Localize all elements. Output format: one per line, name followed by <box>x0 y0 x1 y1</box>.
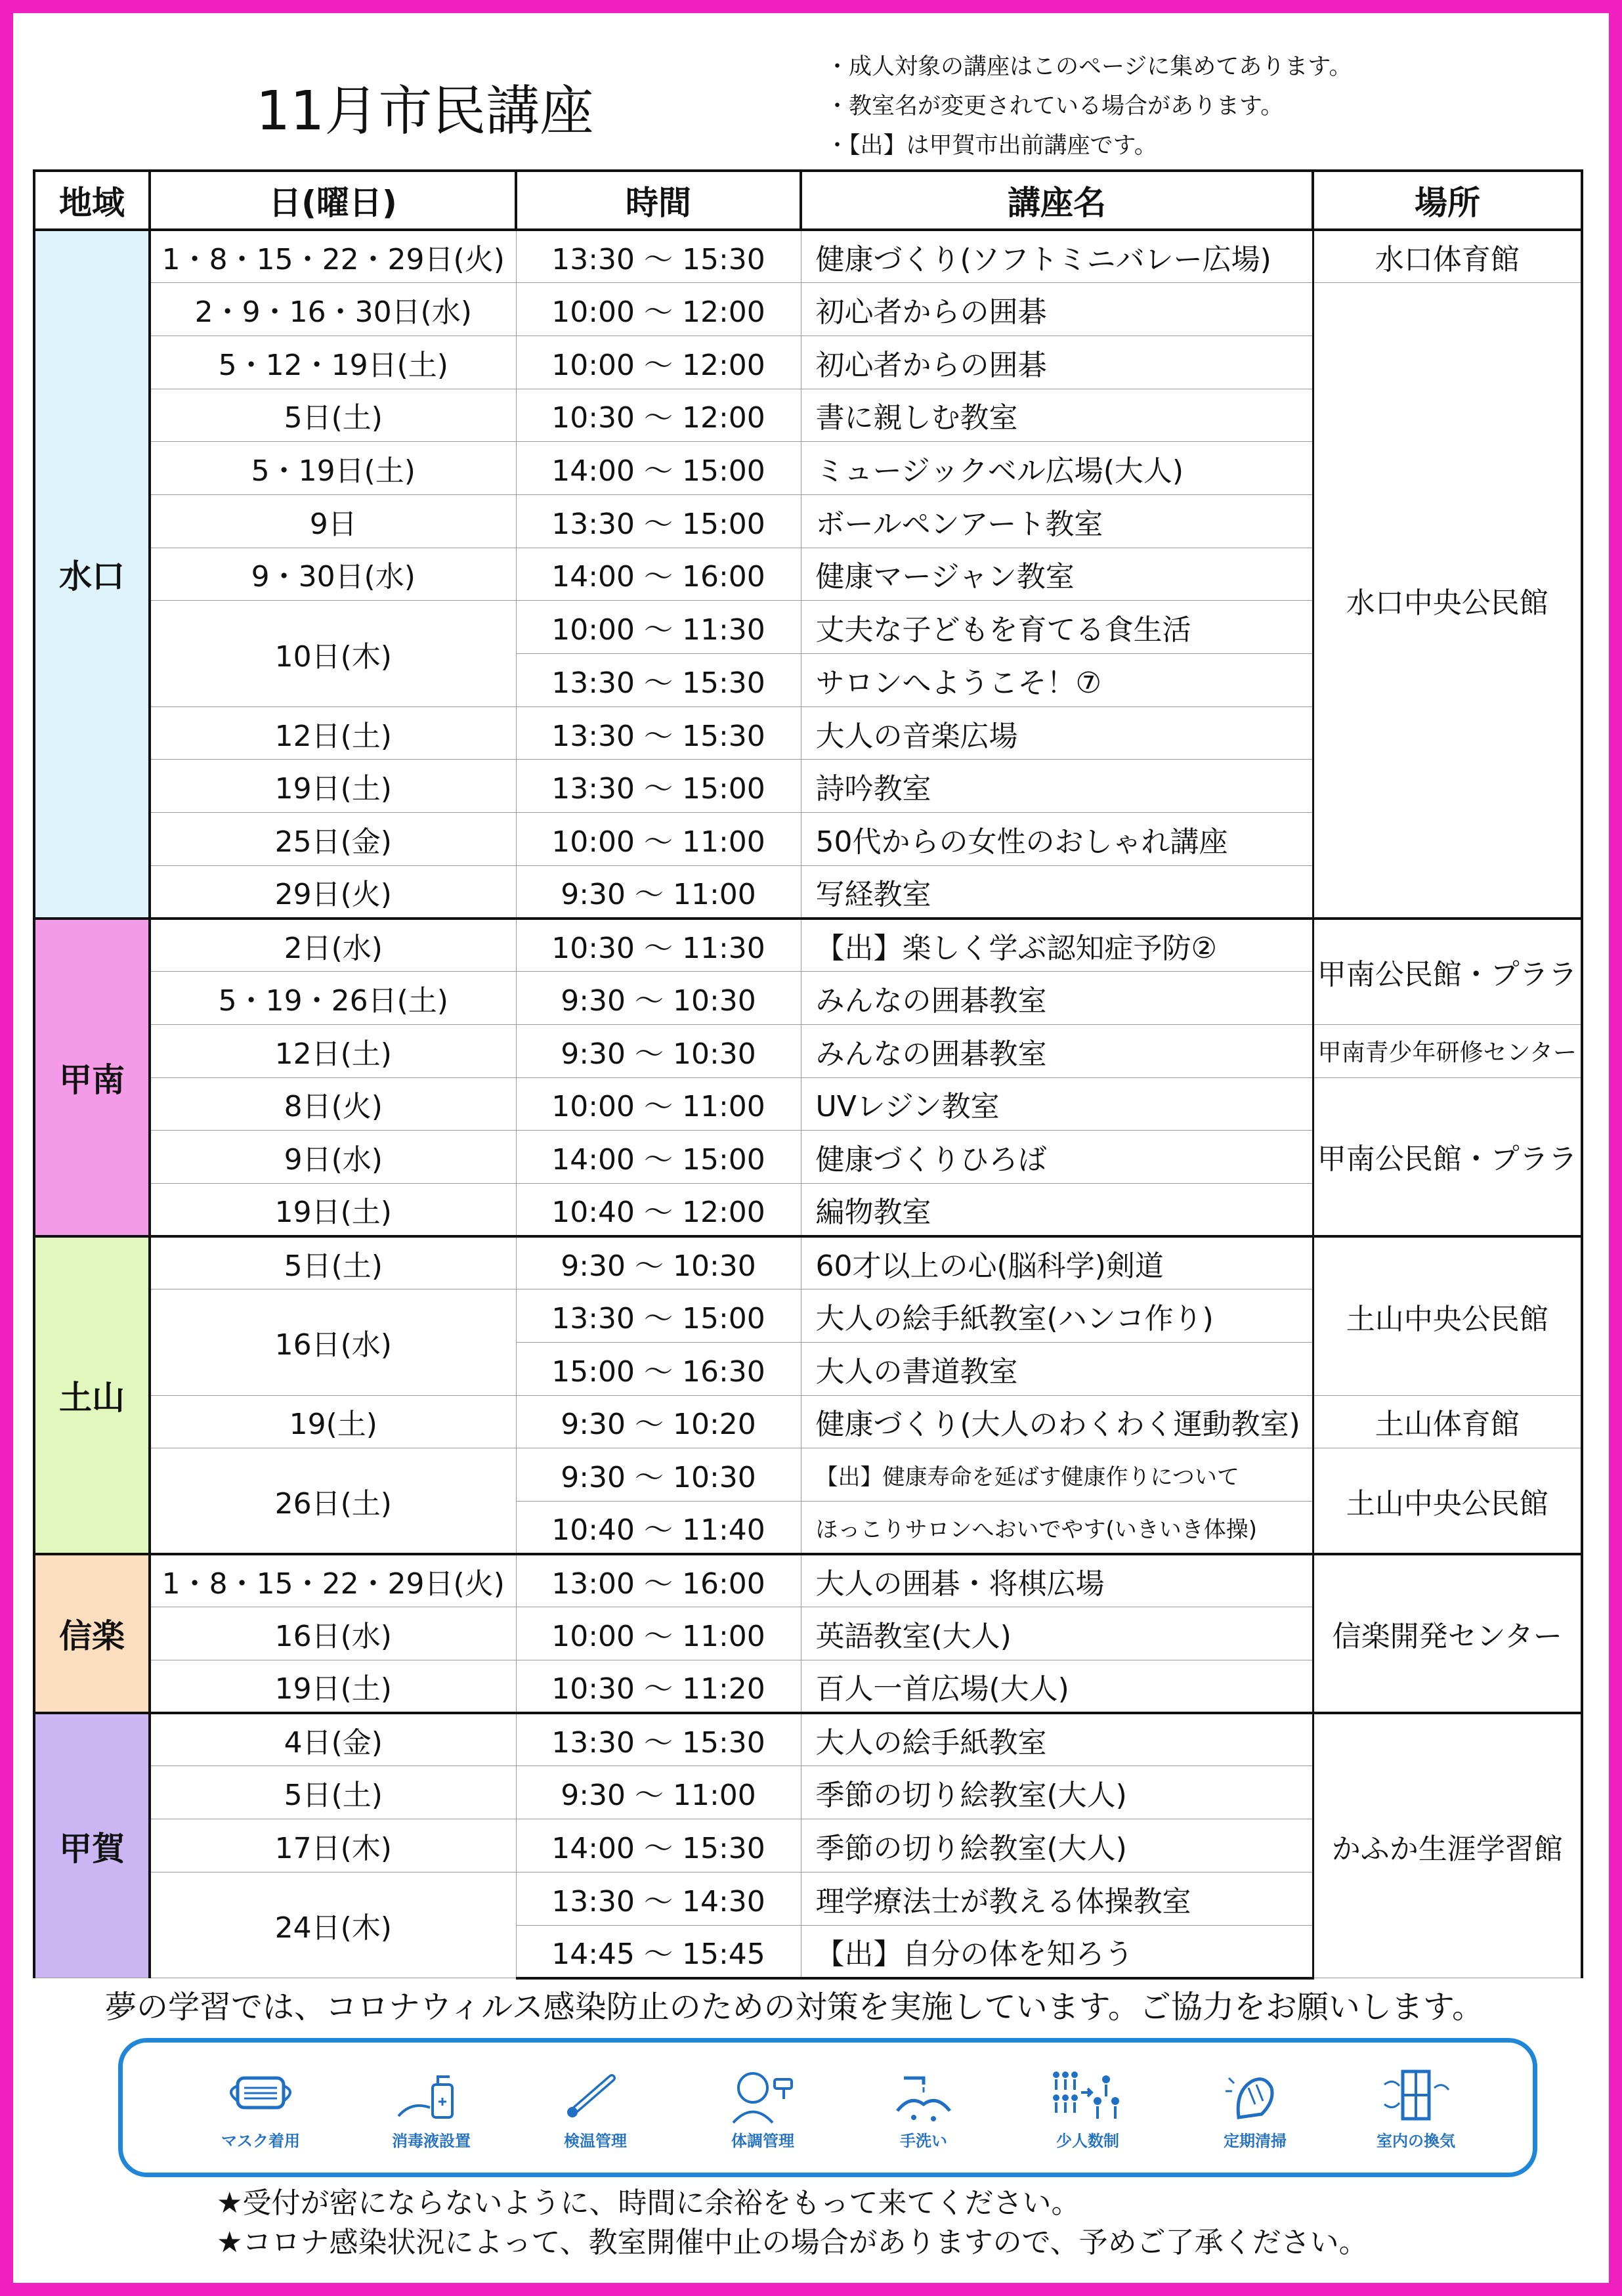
place-cell: 信楽開発センター <box>1313 1554 1582 1713</box>
course-cell: 写経教室 <box>801 865 1313 919</box>
small-group-icon <box>1048 2065 1127 2124</box>
note-item: ・教室名が変更されている場合があります。 <box>826 93 1284 119</box>
header-course: 講座名 <box>801 171 1313 230</box>
time-cell: 10:30 〜 11:30 <box>516 919 801 972</box>
table-row <box>34 1554 1582 1607</box>
day-cell: 17日(木) <box>150 1819 516 1873</box>
day-cell: 5・12・19日(土) <box>150 336 516 389</box>
course-cell: 大人の絵手紙教室(ハンコ作り) <box>801 1289 1313 1343</box>
health-check-icon <box>723 2065 802 2124</box>
measure-small-group <box>1025 2065 1150 2151</box>
header-region: 地域 <box>34 171 150 230</box>
place-cell: 水口中央公民館 <box>1313 283 1582 919</box>
handwash-icon <box>884 2065 963 2124</box>
course-cell: ほっこりサロンへおいでやす(いきいき体操) <box>801 1502 1313 1555</box>
course-cell: 初心者からの囲碁 <box>801 283 1313 336</box>
course-cell: 【出】楽しく学ぶ認知症予防② <box>801 919 1313 972</box>
table-row <box>34 283 1582 336</box>
region-cell-koka: 甲賀 <box>34 1713 150 1978</box>
header-time: 時間 <box>516 171 801 230</box>
ventilation-icon <box>1377 2065 1455 2124</box>
day-cell: 9日 <box>150 494 516 548</box>
time-cell: 15:00 〜 16:30 <box>516 1342 801 1395</box>
day-cell: 10日(木) <box>150 601 516 706</box>
time-cell: 10:30 〜 12:00 <box>516 389 801 442</box>
time-cell: 14:00 〜 15:30 <box>516 1819 801 1873</box>
day-cell: 12日(土) <box>150 706 516 760</box>
place-cell: 土山中央公民館 <box>1313 1236 1582 1395</box>
course-cell: UVレジン教室 <box>801 1077 1313 1131</box>
covid-notice: 夢の学習では、コロナウィルス感染防止のための対策を実施しています。ご協力をお願いします。 <box>105 1989 1484 2025</box>
measure-label: 定期清掃 <box>1224 2132 1287 2150</box>
course-cell: 50代からの女性のおしゃれ講座 <box>801 813 1313 866</box>
course-cell: 大人の書道教室 <box>801 1342 1313 1395</box>
schedule-table <box>33 169 1583 1980</box>
time-cell: 13:30 〜 15:00 <box>516 1289 801 1343</box>
time-cell: 10:00 〜 11:00 <box>516 813 801 866</box>
time-cell: 9:30 〜 10:20 <box>516 1395 801 1448</box>
thermometer-icon <box>556 2065 635 2124</box>
time-cell: 13:30 〜 15:30 <box>516 230 801 283</box>
day-cell: 29日(火) <box>150 865 516 919</box>
course-cell: みんなの囲碁教室 <box>801 1024 1313 1077</box>
course-cell: 理学療法士が教える体操教室 <box>801 1872 1313 1925</box>
measure-health-check <box>700 2065 825 2151</box>
time-cell: 13:30 〜 14:30 <box>516 1872 801 1925</box>
course-cell: 百人一首広場(大人) <box>801 1660 1313 1714</box>
note-item: ・成人対象の講座はこのページに集めてあります。 <box>826 54 1352 80</box>
sanitizer-icon <box>392 2065 471 2124</box>
measure-label: 検温管理 <box>564 2132 627 2150</box>
day-cell: 19日(土) <box>150 1183 516 1236</box>
course-cell: 大人の音楽広場 <box>801 706 1313 760</box>
course-cell: 初心者からの囲碁 <box>801 336 1313 389</box>
day-cell: 19日(土) <box>150 760 516 813</box>
course-cell: サロンへようこそ！⑦ <box>801 654 1313 707</box>
time-cell: 13:30 〜 15:30 <box>516 1713 801 1766</box>
course-cell: 60才以上の心(脳科学)剣道 <box>801 1236 1313 1289</box>
cleaning-icon <box>1216 2065 1294 2124</box>
place-cell: 水口体育館 <box>1313 230 1582 283</box>
day-cell: 19(土) <box>150 1395 516 1448</box>
day-cell: 12日(土) <box>150 1024 516 1077</box>
time-cell: 14:00 〜 15:00 <box>516 442 801 495</box>
time-cell: 10:00 〜 11:00 <box>516 1077 801 1131</box>
day-cell: 8日(火) <box>150 1077 516 1131</box>
course-cell: 丈夫な子どもを育てる食生活 <box>801 601 1313 654</box>
time-cell: 9:30 〜 10:30 <box>516 1448 801 1502</box>
course-cell: 健康づくり(大人のわくわく運動教室) <box>801 1395 1313 1448</box>
time-cell: 13:30 〜 15:00 <box>516 760 801 813</box>
course-cell: 英語教室(大人) <box>801 1607 1313 1660</box>
mask-icon <box>221 2065 300 2124</box>
day-cell: 16日(水) <box>150 1289 516 1395</box>
time-cell: 10:40 〜 11:40 <box>516 1502 801 1555</box>
time-cell: 10:40 〜 12:00 <box>516 1183 801 1236</box>
course-cell: 【出】健康寿命を延ばす健康作りについて <box>801 1448 1313 1502</box>
footer-note: ★コロナ感染状況によって、教室開催中止の場合がありますので、予めご了承ください。 <box>217 2226 1368 2259</box>
day-cell: 1・8・15・22・29日(火) <box>150 1554 516 1607</box>
place-cell: 土山中央公民館 <box>1313 1448 1582 1554</box>
day-cell: 9日(水) <box>150 1131 516 1184</box>
course-cell: 【出】自分の体を知ろう <box>801 1925 1313 1978</box>
measure-thermometer <box>533 2065 658 2151</box>
measure-label: 体調管理 <box>731 2132 794 2150</box>
course-cell: 編物教室 <box>801 1183 1313 1236</box>
day-cell: 1・8・15・22・29日(火) <box>150 230 516 283</box>
measure-label: 手洗い <box>900 2132 947 2150</box>
measure-mask <box>198 2065 323 2151</box>
day-cell: 9・30日(水) <box>150 548 516 601</box>
day-cell: 19日(土) <box>150 1660 516 1714</box>
note-item: ・【出】は甲賀市出前講座です。 <box>826 133 1157 159</box>
day-cell: 2日(水) <box>150 919 516 972</box>
course-cell: 詩吟教室 <box>801 760 1313 813</box>
time-cell: 10:30 〜 11:20 <box>516 1660 801 1714</box>
region-cell-mizuguchi: 水口 <box>34 230 150 919</box>
table-row <box>34 1395 1582 1448</box>
time-cell: 9:30 〜 10:30 <box>516 1236 801 1289</box>
course-cell: 健康づくり(ソフトミニバレー広場) <box>801 230 1313 283</box>
time-cell: 13:30 〜 15:00 <box>516 494 801 548</box>
course-cell: みんなの囲碁教室 <box>801 972 1313 1025</box>
time-cell: 9:30 〜 10:30 <box>516 1024 801 1077</box>
place-cell: かふか生涯学習館 <box>1313 1713 1582 1978</box>
time-cell: 10:00 〜 12:00 <box>516 283 801 336</box>
day-cell: 25日(金) <box>150 813 516 866</box>
measure-sanitizer <box>369 2065 494 2151</box>
place-cell: 甲南公民館・プララ <box>1313 1077 1582 1236</box>
day-cell: 5・19日(土) <box>150 442 516 495</box>
day-cell: 24日(木) <box>150 1872 516 1978</box>
table-row <box>34 1077 1582 1131</box>
time-cell: 14:00 〜 15:00 <box>516 1131 801 1184</box>
table-row <box>34 230 1582 283</box>
notes <box>826 47 1352 165</box>
time-cell: 9:30 〜 11:00 <box>516 1766 801 1819</box>
region-cell-tsuchiyama: 土山 <box>34 1236 150 1554</box>
table-row <box>34 1713 1582 1766</box>
course-cell: 健康づくりひろば <box>801 1131 1313 1184</box>
day-cell: 4日(金) <box>150 1713 516 1766</box>
course-cell: 季節の切り絵教室(大人) <box>801 1819 1313 1873</box>
time-cell: 13:30 〜 15:30 <box>516 654 801 707</box>
measure-label: 少人数制 <box>1056 2132 1119 2150</box>
measure-label: 消毒液設置 <box>392 2132 471 2150</box>
measure-label: 室内の換気 <box>1377 2132 1455 2150</box>
safety-measures-panel <box>118 2038 1537 2177</box>
footer-note: ★受付が密にならないように、時間に余裕をもって来てください。 <box>217 2186 1080 2220</box>
day-cell: 5・19・26日(土) <box>150 972 516 1025</box>
time-cell: 10:00 〜 11:30 <box>516 601 801 654</box>
region-cell-konan: 甲南 <box>34 919 150 1236</box>
day-cell: 2・9・16・30日(水) <box>150 283 516 336</box>
table-row <box>34 1448 1582 1502</box>
place-cell: 甲南青少年研修センター <box>1313 1024 1582 1077</box>
course-cell: 書に親しむ教室 <box>801 389 1313 442</box>
page-title: 11月市民講座 <box>256 80 594 142</box>
region-cell-shigaraki: 信楽 <box>34 1554 150 1713</box>
course-cell: 大人の囲碁・将棋広場 <box>801 1554 1313 1607</box>
course-cell: 健康マージャン教室 <box>801 548 1313 601</box>
table-row <box>34 1024 1582 1077</box>
day-cell: 26日(土) <box>150 1448 516 1554</box>
measure-cleaning <box>1193 2065 1317 2151</box>
course-cell: 大人の絵手紙教室 <box>801 1713 1313 1766</box>
time-cell: 9:30 〜 11:00 <box>516 865 801 919</box>
measure-ventilation <box>1354 2065 1478 2151</box>
measure-handwash <box>861 2065 986 2151</box>
time-cell: 9:30 〜 10:30 <box>516 972 801 1025</box>
table-row <box>34 1236 1582 1289</box>
time-cell: 13:00 〜 16:00 <box>516 1554 801 1607</box>
place-cell: 土山体育館 <box>1313 1395 1582 1448</box>
table-row <box>34 919 1582 972</box>
course-cell: ミュージックベル広場(大人) <box>801 442 1313 495</box>
time-cell: 14:45 〜 15:45 <box>516 1925 801 1978</box>
course-cell: ボールペンアート教室 <box>801 494 1313 548</box>
measure-label: マスク着用 <box>221 2132 300 2150</box>
course-cell: 季節の切り絵教室(大人) <box>801 1766 1313 1819</box>
day-cell: 5日(土) <box>150 1236 516 1289</box>
time-cell: 10:00 〜 12:00 <box>516 336 801 389</box>
time-cell: 10:00 〜 11:00 <box>516 1607 801 1660</box>
time-cell: 14:00 〜 16:00 <box>516 548 801 601</box>
table-header-row <box>34 171 1582 230</box>
header-day: 日(曜日) <box>150 171 516 230</box>
day-cell: 16日(水) <box>150 1607 516 1660</box>
day-cell: 5日(土) <box>150 1766 516 1819</box>
footer-notes <box>217 2184 1368 2263</box>
day-cell: 5日(土) <box>150 389 516 442</box>
header-place: 場所 <box>1313 171 1582 230</box>
place-cell: 甲南公民館・プララ <box>1313 919 1582 1024</box>
time-cell: 13:30 〜 15:30 <box>516 706 801 760</box>
